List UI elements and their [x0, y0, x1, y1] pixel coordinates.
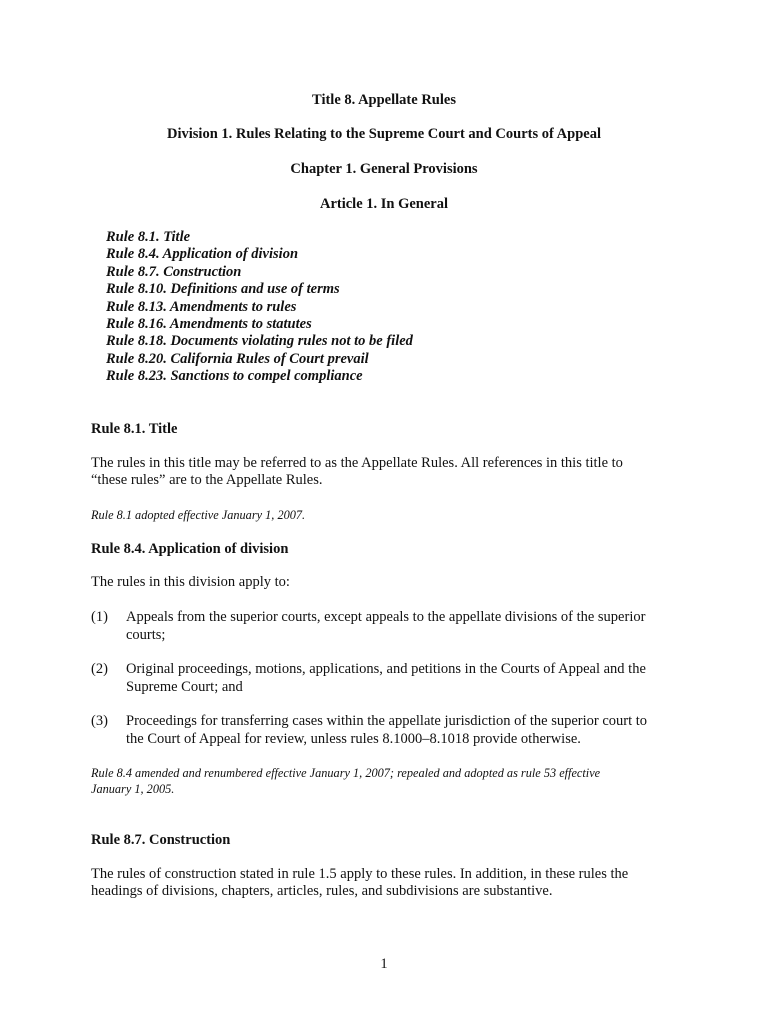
toc-entry: Rule 8.23. Sanctions to compel compliance [106, 368, 363, 385]
rule-8-4-history-note-line: January 1, 2005. [91, 782, 175, 796]
rule-8-7-heading: Rule 8.7. Construction [91, 832, 231, 848]
page-number: 1 [380, 956, 388, 972]
list-item-line: the Court of Appeal for review, unless rules 8.1000–8.1018 provide otherwise. [126, 730, 581, 747]
toc-entry: Rule 8.16. Amendments to statutes [106, 316, 312, 333]
list-item-line: courts; [126, 626, 166, 643]
list-item-number: (1) [91, 609, 108, 625]
rule-8-7-body-line: The rules of construction stated in rule 1.5 apply to these rules. In addition, in these rules the [91, 866, 629, 882]
title-heading: Title 8. Appellate Rules [312, 92, 456, 108]
rule-8-1-body-line: The rules in this title may be referred to as the Appellate Rules. All references in this title to [91, 455, 623, 471]
list-item-line: Appeals from the superior courts, except appeals to the appellate divisions of the superior [126, 609, 646, 625]
rule-8-1-body-line: “these rules” are to the Appellate Rules. [91, 472, 323, 488]
toc-entry: Rule 8.13. Amendments to rules [106, 298, 297, 315]
toc-entry: Rule 8.4. Application of division [106, 246, 299, 263]
rule-8-4-heading: Rule 8.4. Application of division [91, 541, 289, 557]
toc-entry: Rule 8.18. Documents violating rules not to be filed [106, 333, 413, 350]
rule-8-4-intro: The rules in this division apply to: [91, 574, 290, 590]
rule-8-1-heading: Rule 8.1. Title [91, 421, 178, 437]
list-item-line: Proceedings for transferring cases within the appellate jurisdiction of the superior court to [126, 713, 648, 729]
list-item-number: (2) [91, 661, 108, 677]
division-heading: Division 1. Rules Relating to the Supreme Court and Courts of Appeal [167, 126, 601, 142]
chapter-heading: Chapter 1. General Provisions [290, 161, 478, 177]
rule-8-7-body-line: headings of divisions, chapters, articles, rules, and subdivisions are substantive. [91, 883, 553, 899]
toc-entry: Rule 8.7. Construction [106, 263, 242, 280]
list-item-number: (3) [91, 713, 108, 729]
list-item-line: Original proceedings, motions, applications, and petitions in the Courts of Appeal and the [126, 661, 646, 677]
toc-entry: Rule 8.10. Definitions and use of terms [106, 281, 340, 298]
rules-table-of-contents [106, 229, 413, 386]
rule-8-4-history-note-line: Rule 8.4 amended and renumbered effective January 1, 2007; repealed and adopted as rule 53 effective [91, 766, 601, 780]
toc-entry: Rule 8.20. California Rules of Court prevail [106, 350, 369, 367]
toc-entry: Rule 8.1. Title [106, 229, 191, 245]
list-item-line: Supreme Court; and [126, 678, 243, 695]
article-heading: Article 1. In General [319, 196, 449, 212]
rule-8-1-history-note: Rule 8.1 adopted effective January 1, 2007. [91, 508, 306, 522]
